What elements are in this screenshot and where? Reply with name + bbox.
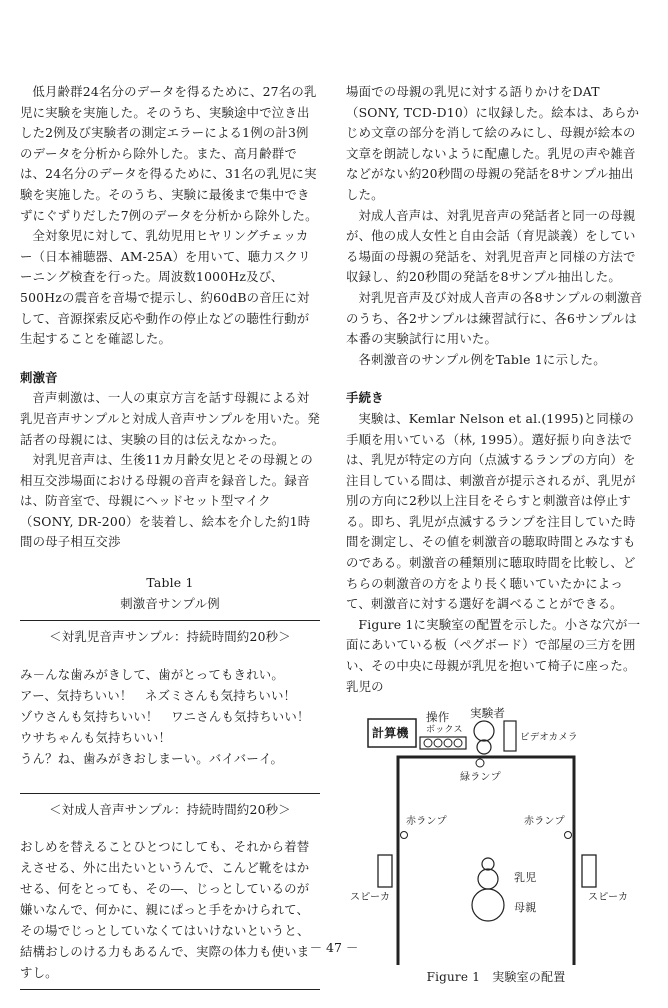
red-lamp-label: 赤ランプ	[524, 816, 565, 828]
control-box-label: 操作	[426, 710, 450, 725]
sample-line: ゾウさんも気持ちいい！ ワニさんも気持ちいい！	[20, 708, 310, 724]
table-label: Table 1	[146, 575, 194, 591]
infant-icon	[478, 869, 498, 889]
right-column	[346, 82, 646, 988]
table-rule	[20, 793, 320, 794]
page-number: － 47 －	[309, 940, 359, 955]
table-rule	[20, 989, 320, 990]
red-lamp-icon	[565, 832, 572, 839]
video-camera-icon	[504, 721, 516, 751]
paragraph: 低月齢群24名分のデータを得るために、27名の乳児に実験を実施した。そのうち、実験途中で泣き出した2例及び実験者の測定エラーによる1例の計3例のデータを分析から除外した。また、高月齢群では、24名分のデータを得るために、31名の乳児に実験を実施した。そのうち、実験に最後まで集中できずにぐずりだした7例のデータを分析から除外した。	[20, 84, 318, 223]
experimenter-icon	[474, 721, 494, 741]
table-rule	[20, 620, 320, 621]
figure-caption: Figure 1 実験室の配置	[426, 970, 566, 985]
experimenter-label: 実験者	[470, 706, 506, 721]
section-heading-procedure: 手続き	[346, 390, 384, 406]
paragraph: 対乳児音声は、生後11カ月齢女児とその母親との相互交渉場面における母親の音声を録音した。録音は、防音室で、母親にヘッドセット型マイク（SONY, DR-200）を装着し、絵本を介した約1時間の母子相互交渉	[20, 452, 313, 550]
sample-line: み－んな歯みがきして、歯がとってもきれい。	[20, 666, 284, 682]
red-lamp-icon	[401, 832, 408, 839]
control-button-icon	[454, 739, 462, 747]
paragraph: 場面での母親の乳児に対する語りかけをDAT（SONY, TCD-D10）に収録した。絵本は、あらかじめ文章の部分を消して絵のみにし、母親が絵本の文章を朗読しないように配慮した。乳児の声や雑音などがない約20秒間の母親の発話を8サンプル抽出した。	[346, 84, 640, 202]
figure-1	[346, 707, 646, 965]
lab-layout-diagram	[346, 707, 646, 965]
infant-label: 乳児	[514, 871, 537, 885]
paragraph: 対成人音声は、対乳児音声の発話者と同一の母親が、他の成人女性と自由会話（育児談義）をしている場面の母親の発話を、対乳児音声と同様の方法で収録し、約20秒間の発話を8サンプル抽出した。	[346, 207, 636, 285]
left-column	[20, 82, 320, 996]
control-box-label: ボックス	[426, 725, 463, 736]
experimenter-icon	[477, 740, 491, 754]
infant-sample	[20, 664, 320, 769]
table-title: 刺激音サンプル例	[120, 595, 220, 611]
control-button-icon	[434, 739, 442, 747]
green-lamp-icon	[476, 759, 484, 767]
speaker-icon	[378, 855, 392, 887]
paragraph: Figure 1に実験室の配置を示した。小さな穴が一面にあいている板（ペグボード）で部屋の三方を囲い、その中央に母親が乳児を抱いて椅子に座った。乳児の	[346, 616, 641, 694]
sample-line: アー、気持ちいい！ ネズミさんも気持ちいい！	[20, 687, 297, 703]
paragraph: 対乳児音声及び対成人音声の各8サンプルの刺激音のうち、各2サンプルは練習試行に、各6サンプルは本番の実験試行に用いた。	[346, 289, 643, 347]
speaker-label: スピーカ	[350, 892, 391, 904]
sample-line: うん？ね、歯みがきおしまーい。バイバーイ。	[20, 750, 284, 766]
speaker-icon	[582, 855, 596, 887]
control-button-icon	[444, 739, 452, 747]
sample-line: ウサちゃんも気持ちいい！	[20, 729, 172, 745]
table-1	[20, 573, 320, 990]
section-heading-stimulus: 刺激音	[20, 369, 58, 385]
paragraph: 実験は、Kemlar Nelson et al.(1995)と同様の手順を用いている（林, 1995）。選好振り向き法では、乳児が特定の方向（点滅するランプの方向）を注目している間は、刺激音が提示されるが、乳児が別の方向に2秒以上注目をそらすと刺激音は停止する。即ち、乳児が点滅するランプを注目していた時間を測定し、その値を刺激音の聴取時間とみなすものである。刺激音の種類別に聴取時間を比較し、どちらの刺激音の方をより長く聴いていたかによって、刺激音に対する選好を調べることができる。	[346, 410, 636, 612]
speaker-label: スピーカ	[588, 892, 629, 904]
infant-icon	[482, 858, 494, 870]
mother-icon	[472, 889, 504, 921]
video-camera-label: ビデオカメラ	[520, 732, 578, 744]
adult-sample-header: ＜対成人音声サンプル：持続時間約20秒＞	[49, 801, 291, 817]
infant-sample-header: ＜対乳児音声サンプル：持続時間約20秒＞	[49, 629, 291, 645]
red-lamp-label: 赤ランプ	[406, 816, 447, 828]
computer-label: 計算機	[372, 726, 409, 741]
paragraph: 各刺激音のサンプル例をTable 1に示した。	[358, 351, 606, 367]
control-button-icon	[424, 739, 432, 747]
paragraph: 音声刺激は、一人の東京方言を話す母親による対乳児音声サンプルと対成人音声サンプルを用いた。発話者の母親には、実験の目的は伝えなかった。	[20, 390, 320, 447]
adult-sample: おしめを替えることひとつにしても、それから着替えさせる、外に出たいというんで、こんど靴をはかせる、何をとっても、その―、じっとしているのが嫌いなんで、何かに、親にぱっと手をかけられて、その場でじっとしていなくてはいけないというと、結構おしのける力もあるんで、実際の体力も使いますし。	[20, 839, 310, 981]
paragraph: 全対象児に対して、乳幼児用ヒヤリングチェッカー（日本補聴器、AM-25A）を用いて、聴力スクリーニング検査を行った。周波数1000Hz及び、500Hzの震音を音場で提示し、約60dBの音圧に対して、音源探索反応や動作の停止などの聴性行動が生起することを確認した。	[20, 228, 311, 347]
pegboard-wall	[398, 757, 574, 965]
mother-label: 母親	[514, 901, 537, 915]
green-lamp-label: 緑ランプ	[460, 772, 501, 784]
